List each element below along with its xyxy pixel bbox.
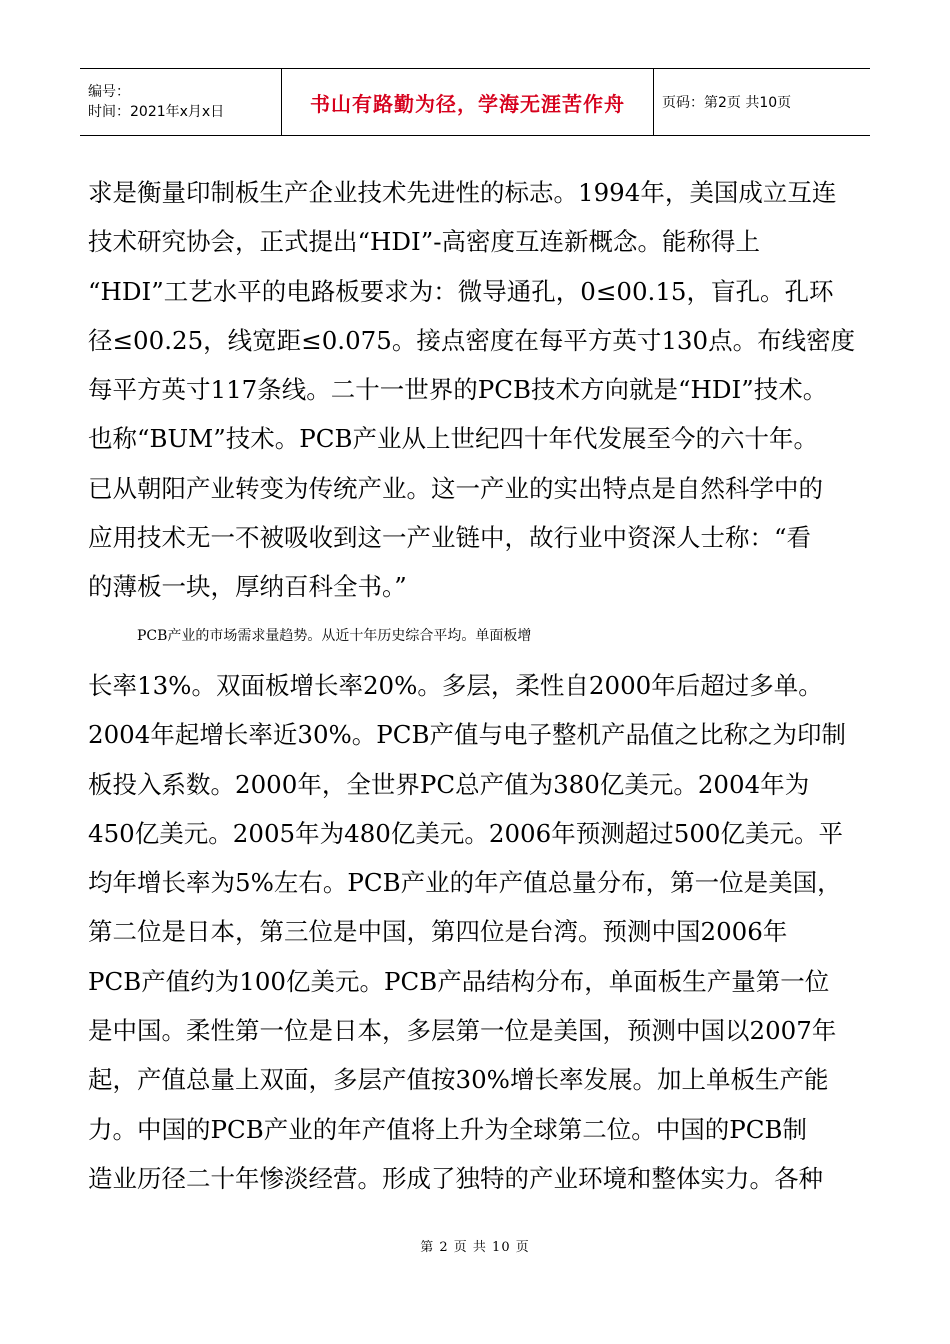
header-meta [80, 69, 282, 135]
text-line: 造业历径二十年惨淡经营。形成了独特的产业环境和整体实力。各种 [88, 1163, 823, 1193]
text-line: 是中国。柔性第一位是日本，多层第一位是美国，预测中国以2007年 [88, 1016, 837, 1046]
motto: 书山有路勤为径，学海无涯苦作舟 [310, 91, 625, 116]
time-label: 时间：2021年x月x日 [88, 104, 225, 120]
text-line: 每平方英寸117条线。二十一世界的PCB技术方向就是“HDI”技术。 [88, 375, 828, 405]
text-line: 长率13%。双面板增长率20%。多层，柔性自2000年后超过多单。 [88, 670, 823, 700]
page-header [80, 68, 870, 136]
paragraph-start-line: PCB产业的市场需求量趋势。从近十年历史综合平均。单面板增 [137, 627, 532, 644]
text-line: 2004年起增长率近30%。PCB产值与电子整机产品值之比称之为印制 [88, 720, 847, 750]
header-motto-cell [282, 69, 654, 135]
text-line: PCB产值约为100亿美元。PCB产品结构分布，单面板生产量第一位 [88, 966, 830, 996]
page-label: 页码：第2页 共10页 [662, 95, 792, 111]
text-line: 的薄板一块，厚纳百科全书。” [88, 572, 407, 602]
page-footer: 第 2 页 共 10 页 [420, 1240, 530, 1255]
text-line: 径≤00.25，线宽距≤0.075。接点密度在每平方英寸130点。布线密度 [88, 325, 856, 355]
text-line: 技术研究协会，正式提出“HDI”-高密度互连新概念。能称得上 [88, 227, 761, 257]
text-line: “HDI”工艺水平的电路板要求为：微导通孔，0≤00.15，盲孔。孔环 [88, 276, 834, 306]
text-line: 力。中国的PCB产业的年产值将上升为全球第二位。中国的PCB制 [88, 1114, 807, 1144]
text-line: 已从朝阳产业转变为传统产业。这一产业的实出特点是自然科学中的 [88, 473, 823, 503]
text-line: 起，产值总量上双面，多层产值按30%增长率发展。加上单板生产能 [88, 1065, 829, 1095]
text-line: 450亿美元。2005年为480亿美元。2006年预测超过500亿美元。平 [88, 818, 843, 848]
text-line: 也称“BUM”技术。PCB产业从上世纪四十年代发展至今的六十年。 [88, 424, 819, 454]
text-line: 均年增长率为5%左右。PCB产业的年产值总量分布，第一位是美国， [88, 868, 842, 898]
text-line: 板投入系数。2000年，全世界PC总产值为380亿美元。2004年为 [88, 769, 810, 799]
text-line: 求是衡量印制板生产企业技术先进性的标志。1994年，美国成立互连 [88, 178, 837, 207]
number-label: 编号： [88, 84, 130, 100]
text-line: 应用技术无一不被吸收到这一产业链中，故行业中资深人士称：“看 [88, 523, 812, 553]
text-line: 第二位是日本，第三位是中国，第四位是台湾。预测中国2006年 [88, 917, 788, 947]
header-page-cell [654, 69, 870, 135]
document-body [88, 168, 864, 1203]
